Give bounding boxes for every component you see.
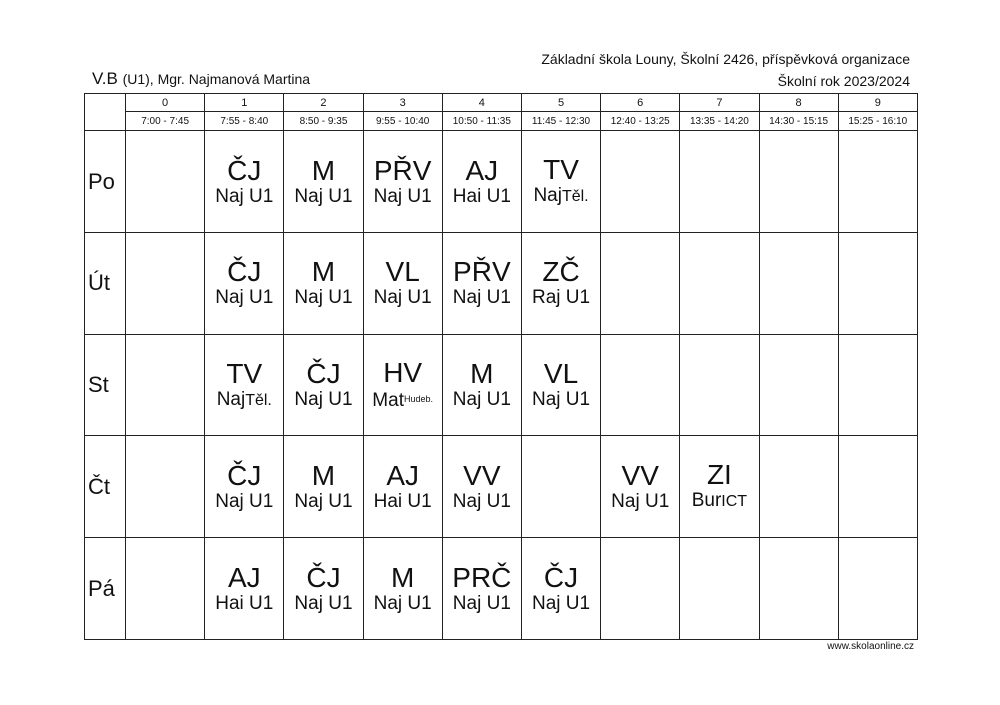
lesson-teacher-room <box>443 593 521 615</box>
school-year: Školní rok 2023/2024 <box>777 73 910 89</box>
lesson-subject: ČJ <box>227 154 262 186</box>
empty-cell <box>680 232 759 334</box>
lesson-room: U1 <box>249 490 274 512</box>
lesson-teacher: Naj <box>294 490 323 512</box>
empty-cell <box>126 334 205 436</box>
empty-cell <box>759 232 838 334</box>
lesson-room: U1 <box>565 287 591 309</box>
empty-cell <box>838 232 917 334</box>
empty-cell <box>680 131 759 233</box>
period-time: 11:45 - 12:30 <box>521 112 600 131</box>
lesson-cell <box>363 232 442 334</box>
lesson-teacher-room <box>443 186 521 208</box>
lesson-room: U1 <box>328 490 353 512</box>
lesson-teacher: Naj <box>531 389 561 411</box>
lesson-subject: PRČ <box>452 561 512 593</box>
lesson-teacher: Naj <box>533 185 562 207</box>
lesson-cell <box>284 538 363 640</box>
lesson-cell <box>442 131 521 233</box>
lesson-teacher-room <box>205 491 283 513</box>
day-label: Pá <box>85 538 126 640</box>
class-name: V.B <box>92 69 118 88</box>
period-time: 7:55 - 8:40 <box>205 112 284 131</box>
lesson-teacher-room <box>284 593 362 615</box>
empty-cell <box>601 334 680 436</box>
lesson-teacher-room <box>601 491 679 513</box>
class-title <box>92 69 310 89</box>
period-number: 3 <box>363 94 442 112</box>
lesson-teacher: Bur <box>691 490 722 512</box>
lesson-room: U1 <box>486 592 511 614</box>
lesson-subject: ČJ <box>227 459 262 491</box>
lesson-teacher: Naj <box>452 287 482 309</box>
lesson-cell <box>205 334 284 436</box>
empty-cell <box>680 334 759 436</box>
lesson-room: U1 <box>407 490 432 512</box>
lesson-teacher: Naj <box>373 287 403 309</box>
lesson-teacher: Naj <box>373 185 403 207</box>
period-time: 12:40 - 13:25 <box>601 112 680 131</box>
lesson-teacher: Naj <box>294 389 323 411</box>
day-row <box>85 334 918 436</box>
empty-cell <box>601 232 680 334</box>
lesson-room: U1 <box>407 592 432 614</box>
lesson-teacher-room <box>205 593 283 615</box>
lesson-teacher-room <box>443 389 521 411</box>
class-teacher: (U1), Mgr. Najmanová Martina <box>122 71 311 87</box>
lesson-room: U1 <box>407 287 432 309</box>
lesson-teacher-room <box>284 186 362 208</box>
lesson-cell <box>442 436 521 538</box>
period-time: 13:35 - 14:20 <box>680 112 759 131</box>
day-label: Čt <box>85 436 126 538</box>
empty-cell <box>680 538 759 640</box>
lesson-teacher-room <box>364 186 442 208</box>
lesson-cell <box>205 538 284 640</box>
lesson-room: U1 <box>328 287 353 309</box>
lesson-cell <box>363 538 442 640</box>
lesson-teacher-room <box>364 491 442 513</box>
lesson-subject: ZI <box>706 459 732 491</box>
lesson-teacher-room <box>443 491 521 513</box>
lesson-subject: M <box>470 358 494 390</box>
empty-cell <box>759 538 838 640</box>
lesson-cell <box>363 334 442 436</box>
lesson-cell <box>442 232 521 334</box>
period-number: 7 <box>680 94 759 112</box>
lesson-room: U1 <box>328 592 353 614</box>
lesson-cell <box>442 334 521 436</box>
lesson-teacher: Naj <box>611 490 640 512</box>
lesson-subject: AJ <box>386 459 419 491</box>
period-number: 8 <box>759 94 838 112</box>
lesson-room: U1 <box>565 389 591 411</box>
lesson-teacher: Naj <box>452 592 482 614</box>
lesson-subject: AJ <box>227 561 261 593</box>
lesson-cell <box>521 232 600 334</box>
lesson-room: U1 <box>486 490 511 512</box>
day-label: St <box>85 334 126 436</box>
lesson-subject: PŘV <box>453 256 511 288</box>
lesson-teacher: Raj <box>531 287 561 309</box>
empty-cell <box>838 334 917 436</box>
lesson-subject: HV <box>383 357 423 389</box>
lesson-subject: VL <box>543 358 579 390</box>
lesson-room: Hudeb. <box>403 394 434 405</box>
empty-cell <box>759 334 838 436</box>
lesson-subject: M <box>390 561 415 593</box>
lesson-teacher: Naj <box>215 287 244 309</box>
lesson-room: U1 <box>565 592 591 614</box>
lesson-teacher-room <box>284 389 362 411</box>
lesson-cell <box>521 538 600 640</box>
corner-cell <box>85 94 126 131</box>
empty-cell <box>126 538 205 640</box>
day-label: Po <box>85 131 126 233</box>
lesson-room: Těl. <box>561 188 589 206</box>
lesson-teacher-room <box>205 186 283 208</box>
lesson-cell <box>601 436 680 538</box>
lesson-subject: AJ <box>465 154 499 186</box>
lesson-teacher: Hai <box>373 490 403 512</box>
empty-cell <box>838 538 917 640</box>
day-row <box>85 131 918 233</box>
lesson-teacher-room <box>284 287 362 309</box>
lesson-teacher: Naj <box>215 490 244 512</box>
lesson-teacher-room <box>284 491 362 513</box>
lesson-room: U1 <box>644 490 670 512</box>
lesson-room: U1 <box>407 185 432 207</box>
lesson-teacher-room <box>522 287 600 309</box>
period-time: 14:30 - 15:15 <box>759 112 838 131</box>
lesson-teacher-room <box>522 593 600 615</box>
lesson-teacher: Naj <box>294 287 323 309</box>
lesson-room: U1 <box>486 389 511 411</box>
lesson-subject: VV <box>621 459 659 491</box>
lesson-teacher: Naj <box>373 592 403 614</box>
period-number: 0 <box>126 94 205 112</box>
lesson-subject: ČJ <box>543 561 579 593</box>
lesson-cell <box>205 131 284 233</box>
lesson-teacher: Naj <box>294 592 323 614</box>
lesson-cell <box>284 436 363 538</box>
lesson-teacher: Naj <box>294 185 323 207</box>
lesson-teacher: Naj <box>452 490 482 512</box>
lesson-cell <box>284 334 363 436</box>
empty-cell <box>521 436 600 538</box>
empty-cell <box>838 436 917 538</box>
lesson-teacher-room <box>443 287 521 309</box>
lesson-cell <box>284 131 363 233</box>
lesson-teacher-room <box>205 287 283 309</box>
lesson-room: Těl. <box>245 391 272 409</box>
empty-cell <box>126 436 205 538</box>
lesson-cell <box>363 131 442 233</box>
period-time: 7:00 - 7:45 <box>126 112 205 131</box>
empty-cell <box>601 538 680 640</box>
lesson-teacher-room <box>205 389 283 412</box>
day-row <box>85 538 918 640</box>
period-number: 4 <box>442 94 521 112</box>
school-name: Základní škola Louny, Školní 2426, příspěvková organizace <box>541 51 910 67</box>
period-time: 8:50 - 9:35 <box>284 112 363 131</box>
period-time: 9:55 - 10:40 <box>363 112 442 131</box>
lesson-subject: VV <box>463 459 501 491</box>
lesson-cell <box>363 436 442 538</box>
lesson-teacher: Hai <box>215 592 244 614</box>
period-number: 9 <box>838 94 917 112</box>
period-number: 2 <box>284 94 363 112</box>
lesson-subject: ČJ <box>306 358 341 390</box>
lesson-subject: VL <box>385 256 420 288</box>
lesson-subject: ČJ <box>306 561 341 593</box>
lesson-room: U1 <box>486 287 511 309</box>
lesson-subject: ZČ <box>542 256 580 288</box>
lesson-cell <box>521 131 600 233</box>
lesson-cell <box>680 436 759 538</box>
empty-cell <box>759 131 838 233</box>
lesson-cell <box>205 436 284 538</box>
lesson-teacher-room <box>522 185 600 208</box>
lesson-teacher-room <box>364 287 442 309</box>
lesson-teacher-room <box>364 388 442 412</box>
lesson-room: U1 <box>328 389 353 411</box>
period-number: 1 <box>205 94 284 112</box>
lesson-teacher-room <box>680 490 758 513</box>
empty-cell <box>759 436 838 538</box>
lesson-teacher: Naj <box>215 185 244 207</box>
day-row <box>85 436 918 538</box>
day-row <box>85 232 918 334</box>
lesson-subject: M <box>311 256 336 288</box>
timetable <box>84 93 918 640</box>
period-number: 6 <box>601 94 680 112</box>
lesson-room: U1 <box>249 287 274 309</box>
lesson-subject: TV <box>226 357 263 389</box>
lesson-teacher: Mat <box>372 390 404 412</box>
lesson-room: U1 <box>486 185 511 207</box>
lesson-teacher: Naj <box>452 389 482 411</box>
lesson-subject: PŘV <box>373 154 432 186</box>
period-time: 10:50 - 11:35 <box>442 112 521 131</box>
lesson-subject: M <box>311 154 336 186</box>
period-time: 15:25 - 16:10 <box>838 112 917 131</box>
empty-cell <box>126 232 205 334</box>
lesson-teacher: Naj <box>531 592 561 614</box>
lesson-subject: ČJ <box>227 256 262 288</box>
empty-cell <box>601 131 680 233</box>
empty-cell <box>126 131 205 233</box>
lesson-cell <box>442 538 521 640</box>
lesson-subject: TV <box>543 154 579 186</box>
footer-url: www.skolaonline.cz <box>827 641 914 652</box>
lesson-subject: M <box>311 459 336 491</box>
lesson-teacher-room <box>522 389 600 411</box>
lesson-teacher: Hai <box>452 185 482 207</box>
lesson-teacher-room <box>364 593 442 615</box>
empty-cell <box>838 131 917 233</box>
lesson-cell <box>284 232 363 334</box>
period-number: 5 <box>521 94 600 112</box>
lesson-cell <box>205 232 284 334</box>
day-label: Út <box>85 232 126 334</box>
lesson-room: U1 <box>328 185 353 207</box>
lesson-room: U1 <box>249 185 274 207</box>
lesson-cell <box>521 334 600 436</box>
lesson-room: ICT <box>721 493 748 511</box>
lesson-room: U1 <box>249 592 274 614</box>
lesson-teacher: Naj <box>216 388 246 410</box>
